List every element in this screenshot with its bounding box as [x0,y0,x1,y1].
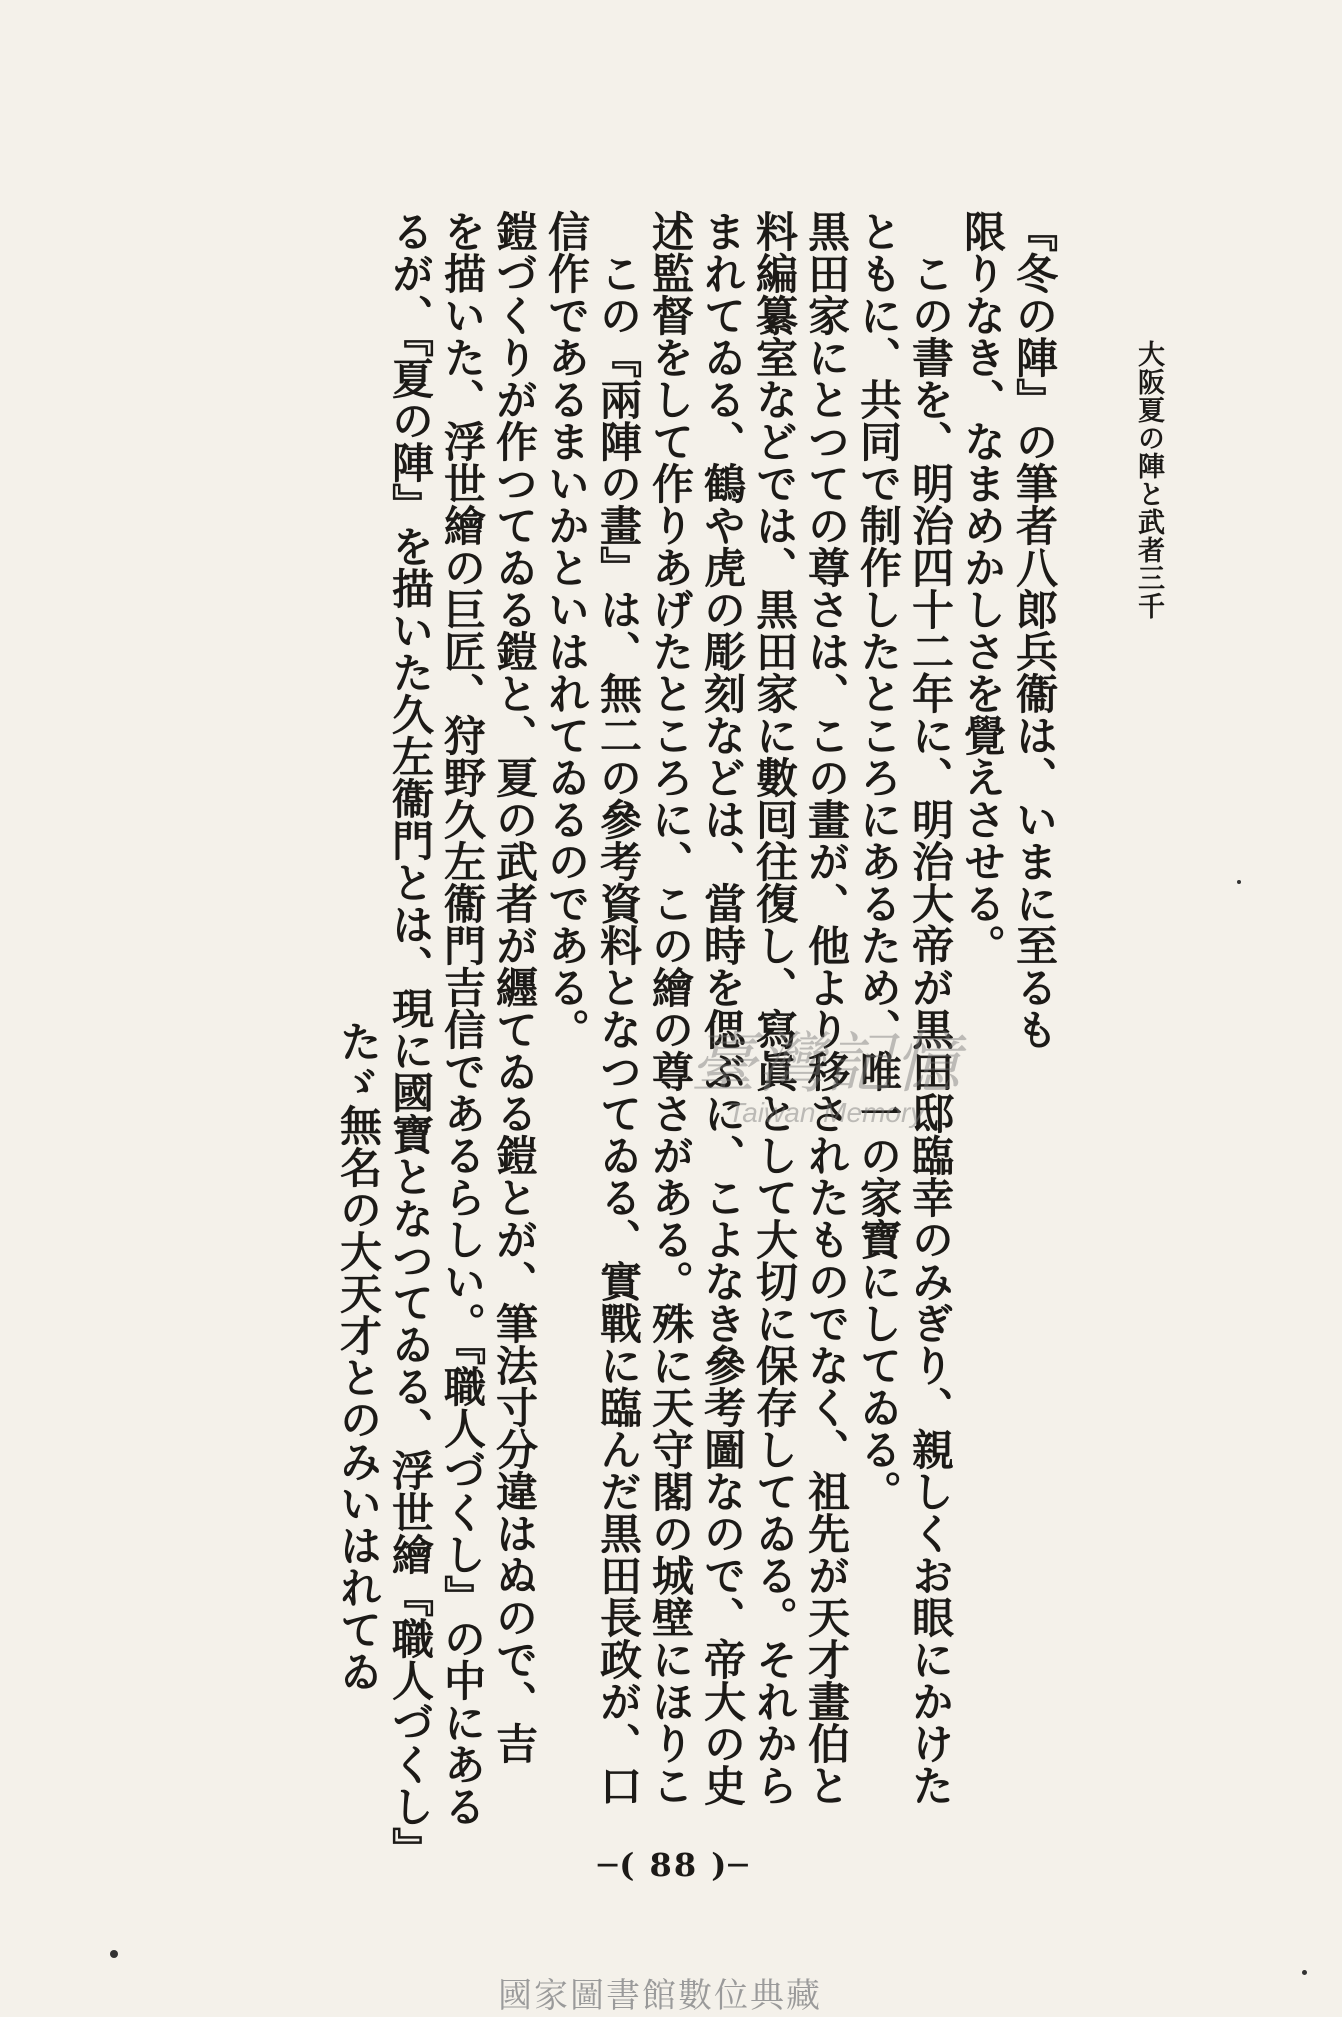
text-line: まれてゐる、鶴や虎の彫刻などは、當時を偲ぶに、こよなき參考圖なので、帝大の史 [698,210,747,1806]
text-line: るが、『夏の陣』を描いた久左衞門とは、現に國寶となつてゐる、浮世繪『職人づくし』 [386,210,435,1869]
text-line: 黒田家にとつての尊さは、この畫が、他より移されたものでなく、祖先が天才畫伯と [802,210,851,1806]
text-line: 料編纂室などでは、黒田家に數囘往復し、寫眞として大切に保存してゐる。それから [750,210,799,1806]
text-line: この書を、明治四十二年に、明治大帝が黒田邸臨幸のみぎり、親しくお眼にかけた [906,252,955,1806]
text-line: を描いた、浮世繪の巨匠、狩野久左衞門吉信であるらしい。『職人づくし』の中にある [438,210,487,1827]
text-line: この『兩陣の畫』は、無二の參考資料となつてゐる、實戰に臨んだ黒田長政が、口 [594,252,643,1806]
scan-speck [110,1950,118,1958]
scan-speck [1302,1970,1307,1975]
text-line: 述監督をして作りあげたところに、この繪の尊さがある。殊に天守閣の城壁にほりこ [646,210,695,1806]
text-line: 信作であるまいかといはれてゐるのである。 [542,210,591,1050]
watermark-chars: 臺灣記憶 [690,1025,962,1102]
text-line: 鎧づくりが作つてゐる鎧と、夏の武者が纒てゐる鎧とが、筆法寸分違はぬので、吉 [490,210,539,1764]
text-line: たゞ無名の大天才とのみいはれてゐ [334,1020,383,1692]
watermark [690,1010,962,1129]
running-head: 大阪夏の陣と武者三千 [1133,340,1164,620]
text-line: 限りなき、なまめかしさを覺えさせる。 [958,210,1007,966]
text-line: 『冬の陣』の筆者八郎兵衞は、いまに至るも [1010,210,1059,1050]
page-number: ─( 88 )─ [598,1846,750,1884]
scan-speck [1237,880,1241,884]
watermark-latin: Taiwan Memory [727,1097,925,1128]
footer-caption: 國家圖書館數位典藏 [498,1976,822,2016]
text-line: ともに、共同で制作したところにあるため、唯一の家寶にしてゐる。 [854,210,903,1512]
